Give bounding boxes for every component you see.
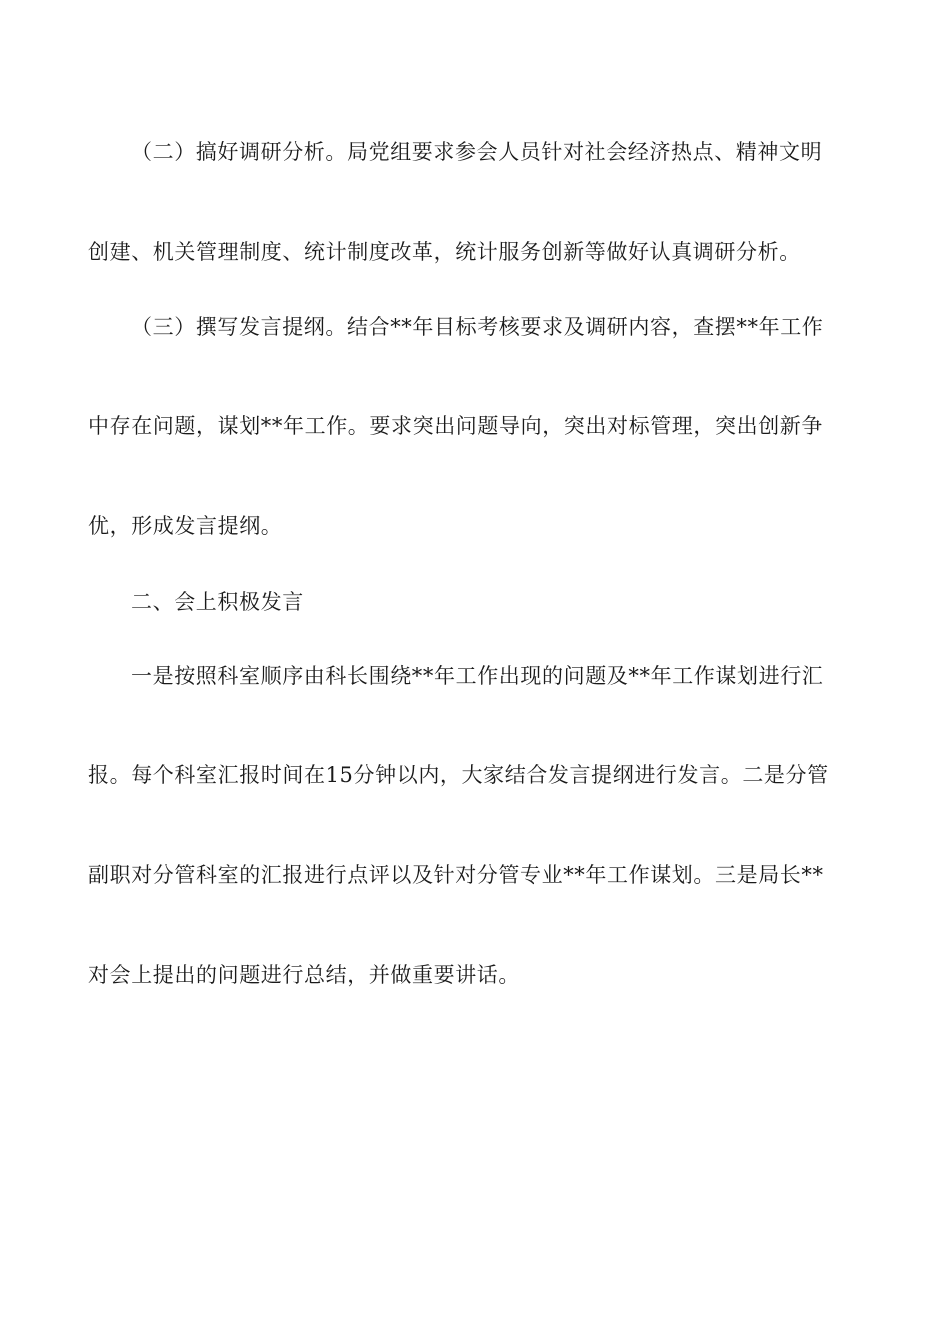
paragraph-line: 对会上提出的问题进行总结，并做重要讲话。: [88, 963, 520, 987]
paragraph-line: 优，形成发言提纲。: [88, 514, 283, 538]
paragraph-line: （二）搞好调研分析。局党组要求参会人员针对社会经济热点、精神文明: [131, 140, 823, 164]
paragraph-line: 创建、机关管理制度、统计制度改革，统计服务创新等做好认真调研分析。: [88, 240, 801, 264]
section-heading: 二、会上积极发言: [131, 590, 304, 614]
paragraph-line: 报。每个科室汇报时间在15分钟以内，大家结合发言提纲进行发言。二是分管: [88, 763, 829, 787]
paragraph-line: （三）撰写发言提纲。结合**年目标考核要求及调研内容，查摆**年工作: [131, 315, 824, 339]
paragraph-line: 副职对分管科室的汇报进行点评以及针对分管专业**年工作谋划。三是局长**: [88, 863, 824, 887]
paragraph-line: 中存在问题，谋划**年工作。要求突出问题导向，突出对标管理，突出创新争: [88, 414, 823, 438]
paragraph-line: 一是按照科室顺序由科长围绕**年工作出现的问题及**年工作谋划进行汇: [131, 664, 824, 688]
